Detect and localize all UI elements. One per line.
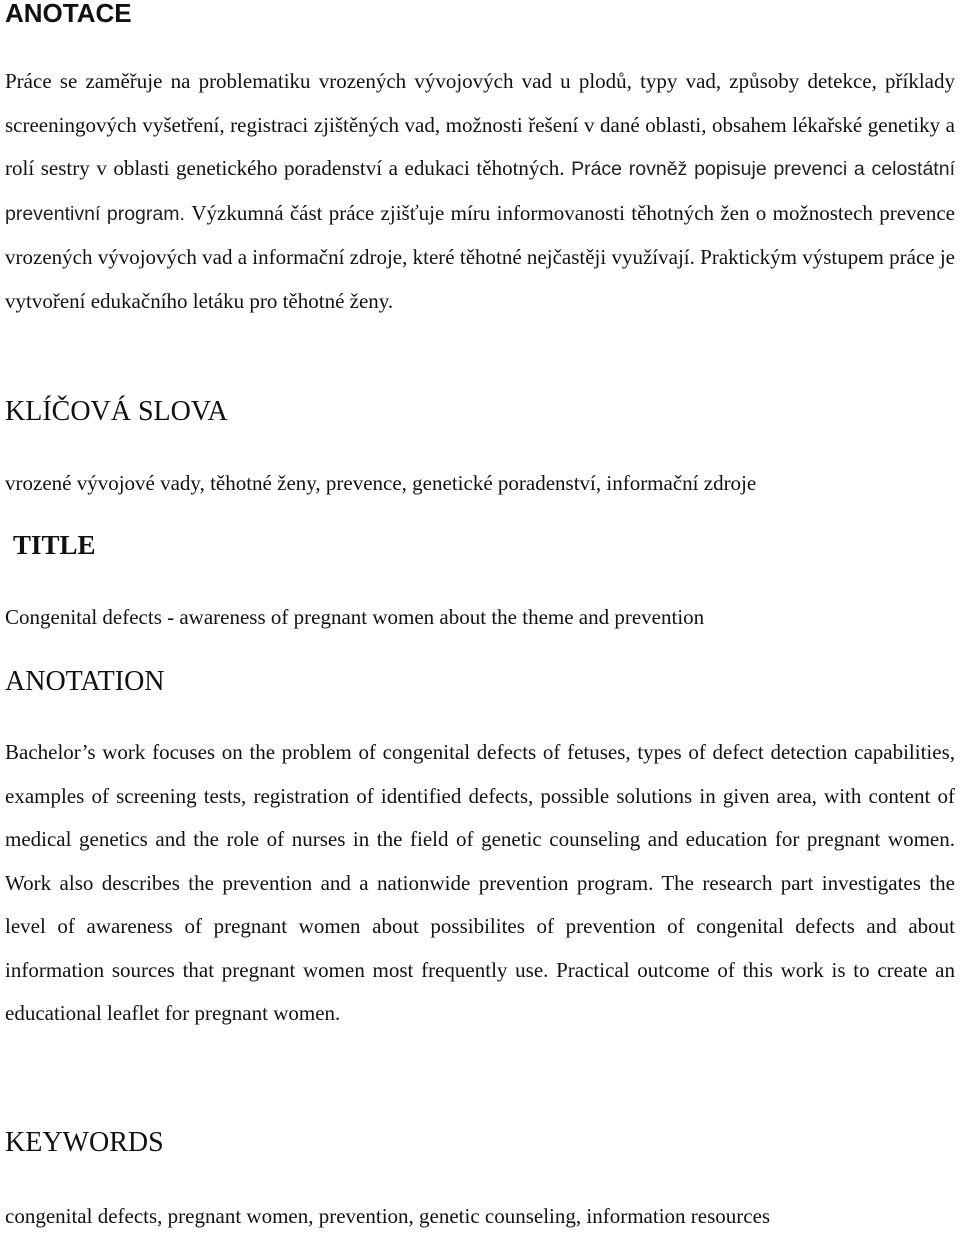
title-heading: TITLE bbox=[13, 530, 96, 560]
anotace-heading: ANOTACE bbox=[5, 0, 132, 28]
keywords-heading: KEYWORDS bbox=[5, 1127, 164, 1158]
anotace-text-c: Výzkumná část práce zjišťuje míru informovanosti těhotných žen o možnostech prevence vrozených vývojových vad a informační zdroje, které těhotné nejčastěji využívají. bbox=[5, 200, 955, 269]
klicova-slova-text: vrozené vývojové vady, těhotné ženy, prevence, genetické poradenství, informační zdroje bbox=[5, 471, 757, 495]
anotace-paragraph bbox=[5, 60, 955, 323]
keywords-text: congenital defects, pregnant women, prevention, genetic counseling, information resources bbox=[5, 1204, 771, 1228]
anotace-text-a: Práce se zaměřuje na problematiku vrozených vývojových vad u plodů, typy vad, způsoby detekce, příklady screeningových vyšetření, registraci zjištěných vad, možnosti řešení v dané oblasti, obsahem lékařské genetiky a rolí sestry v oblasti genetického poradenství a edukaci těhotných. bbox=[5, 69, 955, 180]
klicova-slova-heading: KLÍČOVÁ SLOVA bbox=[5, 396, 228, 427]
anotation-heading: ANOTATION bbox=[5, 666, 165, 697]
anotation-paragraph: Bachelor’s work focuses on the problem of congenital defects of fetuses, types of defect detection capabilities, examples of screening tests, registration of identified defects, possible solutions in given area, with content of medical genetics and the role of nurses in the field of genetic counseling and education for pregnant women. Work also describes the prevention and a nationwide prevention program. The research part investigates the level of awareness of pregnant women about possibilites of prevention of congenital defects and about information sources that pregnant women most frequently use. Practical outcome of this work is to create an educational leaflet for pregnant women. bbox=[5, 740, 955, 1025]
title-text: Congenital defects - awareness of pregnant women about the theme and prevention bbox=[5, 605, 705, 629]
anotace-text-b: Práce rovněž popisuje prevenci a celostátní preventivní program. bbox=[5, 158, 955, 225]
anotace-text-d: Praktickým výstupem práce je vytvoření edukačního letáku pro těhotné ženy. bbox=[5, 245, 955, 313]
